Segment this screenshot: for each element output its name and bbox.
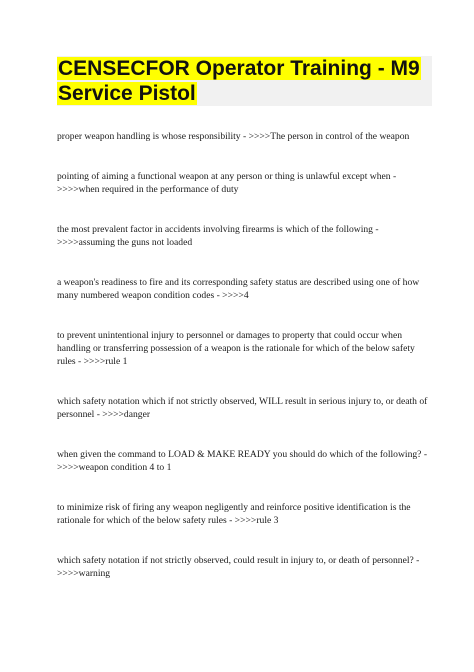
- qa-item-1: [57, 130, 424, 143]
- qa-line: rules - >>>>rule 1: [57, 356, 128, 367]
- title-line-1: CENSECFOR Operator Training - M9: [58, 57, 420, 80]
- qa-line: personnel - >>>>danger: [57, 409, 151, 420]
- qa-item-7: [57, 448, 428, 474]
- qa-item-6: [57, 395, 428, 421]
- qa-line: >>>>weapon condition 4 to 1: [57, 462, 172, 473]
- qa-line: which safety notation which if not strictly observed, WILL result in serious injury to, or death of: [57, 396, 428, 407]
- qa-item-9: [57, 554, 424, 580]
- qa-item-5: [57, 329, 424, 368]
- qa-line: the most prevalent factor in accidents involving firearms is which of the following -: [57, 224, 379, 235]
- title-block: [57, 56, 432, 106]
- qa-line: to minimize risk of firing any weapon negligently and reinforce positive identification is the: [57, 502, 411, 513]
- qa-line: to prevent unintentional injury to personnel or damages to property that could occur when: [57, 330, 403, 341]
- qa-line: proper weapon handling is whose responsibility - >>>>The person in control of the weapon: [57, 131, 410, 142]
- qa-item-3: [57, 223, 424, 249]
- qa-line: many numbered weapon condition codes - >>>>4: [57, 290, 249, 301]
- qa-line: >>>>warning: [57, 568, 111, 579]
- qa-line: >>>>when required in the performance of duty: [57, 184, 239, 195]
- qa-line: pointing of aiming a functional weapon at any person or thing is unlawful except when -: [57, 171, 397, 182]
- qa-line: when given the command to LOAD & MAKE READY you should do which of the following? -: [57, 449, 428, 460]
- qa-line: which safety notation if not strictly observed, could result in injury to, or death of personnel? -: [57, 555, 420, 566]
- qa-line: a weapon's readiness to fire and its corresponding safety status are described using one of how: [57, 277, 420, 288]
- qa-item-2: [57, 170, 424, 196]
- title-line-2: Service Pistol: [58, 82, 196, 105]
- qa-line: rationale for which of the below safety rules - >>>>rule 3: [57, 515, 279, 526]
- qa-line: >>>>assuming the guns not loaded: [57, 237, 193, 248]
- qa-item-4: [57, 276, 424, 302]
- qa-item-8: [57, 501, 424, 527]
- qa-line: handling or transferring possession of a weapon is the rationale for which of the below safety: [57, 343, 415, 354]
